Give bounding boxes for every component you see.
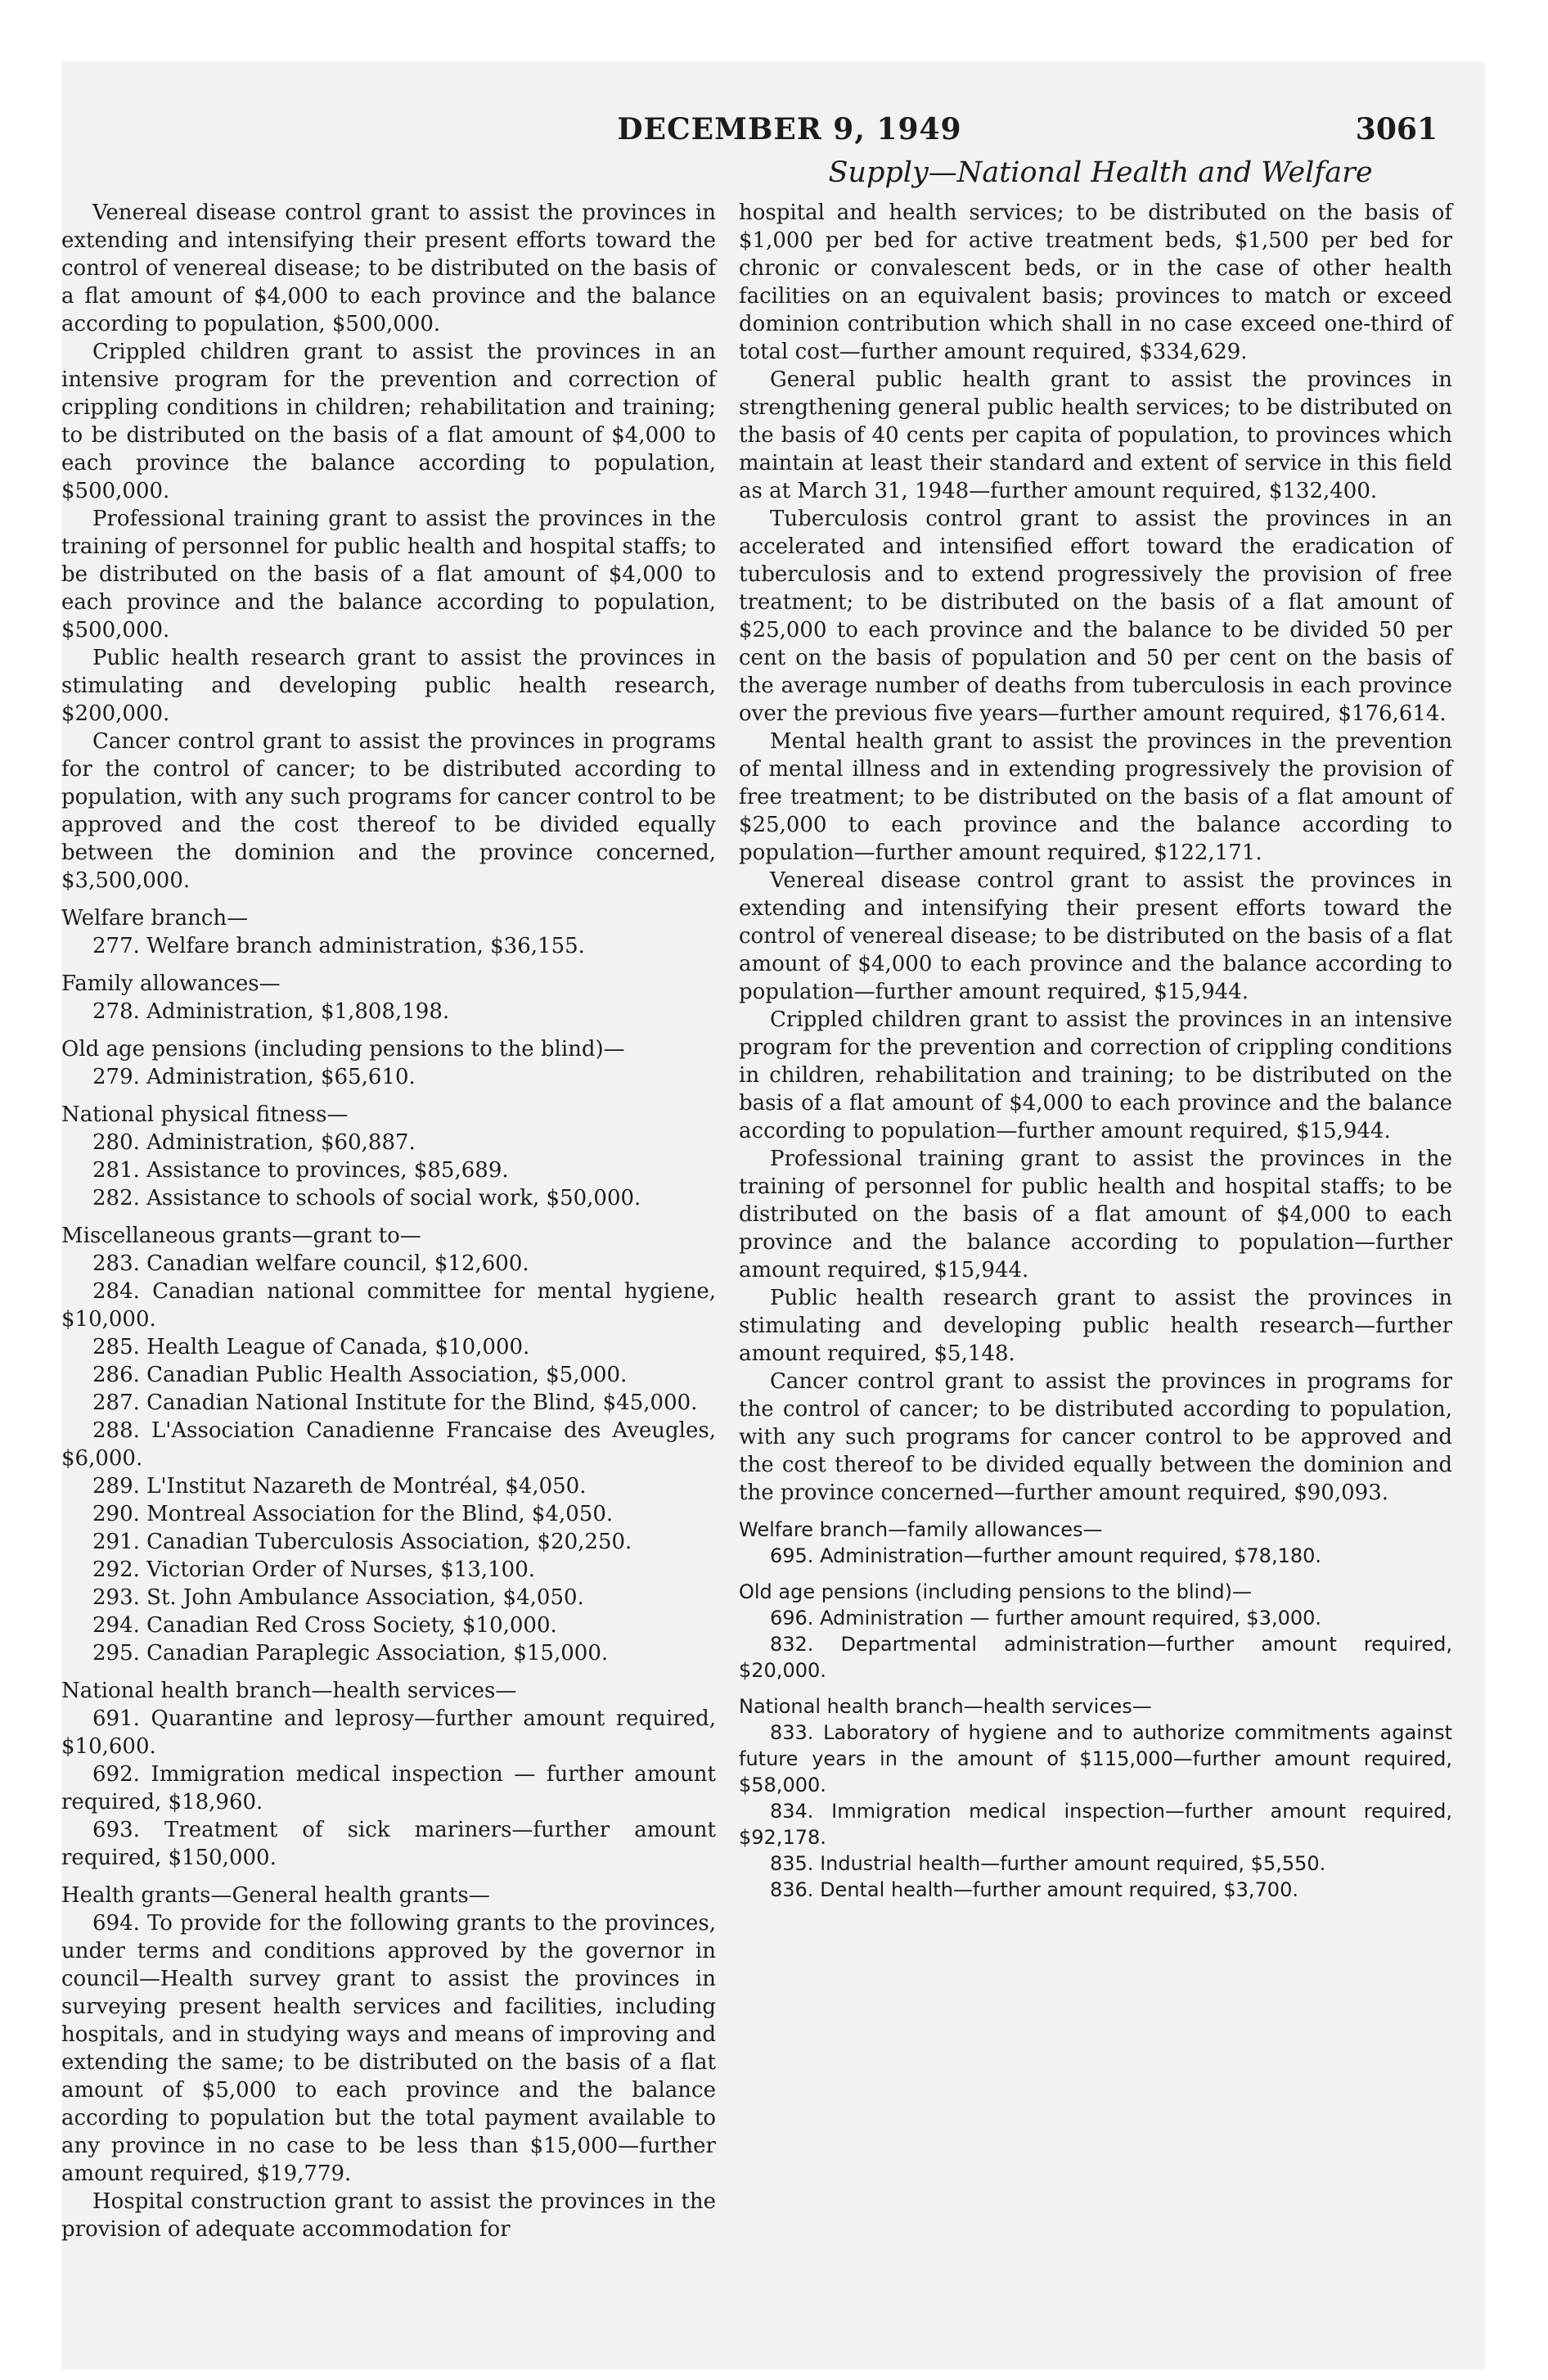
vote-item: 286. Canadian Public Health Association, $5,000. [92,1363,628,1387]
vote-item: 696. Administration — further amount required, $3,000. [770,1607,1322,1629]
vote-item: 277. Welfare branch administration, $36,155. [92,934,585,958]
page-number: 3061 [1355,112,1438,146]
vote-item: 695. Administration—further amount required, $78,180. [770,1544,1322,1567]
running-head: Supply—National Health and Welfare [828,156,1373,189]
section-heading: National physical fitness— [61,1102,349,1127]
vote-item: 694. To provide for the following grants to the provinces, under terms and conditions approved by the governor in council—Health survey grant to assist the provinces in surveying present health services and facilities, including hospitals, and in studying ways and means of improving and extending the same; to be distributed on the basis of a flat amount of $5,000 to each province and the balance according to population but the total payment available to any province in no case to be less than $15,000—further amount required, $19,779. [61,1911,716,2186]
vote-item: 281. Assistance to provinces, $85,689. [92,1158,509,1183]
vote-item: 832. Departmental administration—further amount required, $20,000. [739,1633,1452,1682]
vote-item: 279. Administration, $65,610. [92,1065,416,1089]
vote-item: 285. Health League of Canada, $10,000. [92,1335,530,1359]
left-column [61,199,716,2243]
vote-item: 836. Dental health—further amount required, $3,700. [770,1878,1298,1901]
vote-item: 290. Montreal Association for the Blind, $4,050. [92,1502,614,1526]
section-heading: Old age pensions (including pensions to the blind)— [739,1580,1252,1603]
section-heading: Family allowances— [61,971,281,996]
vote-item: 288. L'Association Canadienne Francaise des Aveugles, $6,000. [61,1418,716,1471]
section-heading: Old age pensions (including pensions to the blind)— [61,1037,625,1062]
vote-item: 292. Victorian Order of Nurses, $13,100. [92,1557,536,1582]
vote-item: 287. Canadian National Institute for the Blind, $45,000. [92,1391,698,1415]
section-heading: Welfare branch—family allowances— [739,1518,1103,1541]
vote-item: 283. Canadian welfare council, $12,600. [92,1251,529,1276]
paragraph: Cancer control grant to assist the provinces in programs for the control of cancer; to be distributed according to population, with any such programs for cancer control to be approved and the cost thereof to be divided equally between the dominion and the province concerned—further amount required, $90,093. [739,1369,1452,1505]
vote-item: 691. Quarantine and leprosy—further amount required, $10,600. [61,1706,716,1759]
paragraph: Professional training grant to assist the provinces in the training of personnel for public health and hospital staffs; to be distributed on the basis of a flat amount of $4,000 to each province and the balance according to population—further amount required, $15,944. [739,1147,1452,1282]
paragraph: Crippled children grant to assist the provinces in an intensive program for the prevention and correction of crippling conditions in children, rehabilitation and training; to be distributed on the basis of a flat amount of $4,000 to each province and the balance according to population—further amount required, $15,944. [739,1007,1452,1143]
section-heading: Welfare branch— [61,906,249,931]
vote-item: 835. Industrial health—further amount required, $5,550. [770,1852,1326,1875]
vote-item: 692. Immigration medical inspection — further amount required, $18,960. [61,1762,716,1814]
paragraph: hospital and health services; to be distributed on the basis of $1,000 per bed for active treatment beds, $1,500 per bed for chronic or convalescent beds, or in the case of other health facilities on an equivalent basis; provinces to match or exceed dominion contribution which shall in no case exceed one-third of total cost—further amount required, $334,629. [739,201,1452,364]
document-page [61,61,1485,2369]
vote-item: 291. Canadian Tuberculosis Association, $20,250. [92,1530,632,1554]
header-date: DECEMBER 9, 1949 [617,112,962,146]
paragraph: Tuberculosis control grant to assist the provinces in an accelerated and intensified effort toward the eradication of tuberculosis and to extend progressively the provision of free treatment; to be distributed on the basis of a flat amount of $25,000 to each province and the balance to be divided 50 per cent on the basis of population and 50 per cent on the basis of the average number of deaths from tuberculosis in each province over the previous five years—further amount required, $176,614. [739,507,1452,726]
section-heading: Health grants—General health grants— [61,1883,490,1908]
vote-item: 294. Canadian Red Cross Society, $10,000. [92,1613,557,1638]
paragraph: Professional training grant to assist the provinces in the training of personnel for public health and hospital staffs; to be distributed on the basis of a flat amount of $4,000 to each province and the balance according to population, $500,000. [61,507,716,642]
vote-item: 293. St. John Ambulance Association, $4,050. [92,1585,584,1610]
vote-item: 280. Administration, $60,887. [92,1130,416,1155]
section-heading: National health branch—health services— [739,1695,1152,1718]
paragraph: Crippled children grant to assist the provinces in an intensive program for the prevention and correction of crippling conditions in children; rehabilitation and training; to be distributed on the basis of a flat amount of $4,000 to each province the balance according to population, $500,000. [61,340,716,503]
paragraph: Public health research grant to assist the provinces in stimulating and developing public health research, $200,000. [61,646,716,726]
vote-item: 289. L'Institut Nazareth de Montréal, $4,050. [92,1474,587,1499]
section-heading: National health branch—health services— [61,1679,517,1703]
paragraph: Mental health grant to assist the provinces in the prevention of mental illness and in extending progressively the provision of free treatment; to be distributed on the basis of a flat amount of $25,000 to each province and the balance according to population—further amount required, $122,171. [739,729,1452,865]
vote-item: 693. Treatment of sick mariners—further amount required, $150,000. [61,1818,716,1870]
vote-item: 282. Assistance to schools of social work, $50,000. [92,1186,641,1210]
paragraph: Venereal disease control grant to assist the provinces in extending and intensifying their present efforts toward the control of venereal disease; to be distributed on the basis of a flat amount of $4,000 to each province and the balance according to population—further amount required, $15,944. [739,868,1452,1004]
vote-item: 284. Canadian national committee for mental hygiene, $10,000. [61,1279,716,1332]
vote-item: 833. Laboratory of hygiene and to authorize commitments against future years in the amount of $115,000—further amount required, $58,000. [739,1721,1452,1796]
paragraph: Hospital construction grant to assist the provinces in the provision of adequate accommodation for [61,2189,716,2242]
paragraph: Public health research grant to assist the provinces in stimulating and developing public health research—further amount required, $5,148. [739,1286,1452,1366]
paragraph: General public health grant to assist the provinces in strengthening general public health services; to be distributed on the basis of 40 cents per capita of population, to provinces which maintain at least their standard and extent of service in this field as at March 31, 1948—further amount required, $132,400. [739,367,1452,503]
paragraph: Cancer control grant to assist the provinces in programs for the control of cancer; to be distributed according to population, with any such programs for cancer control to be approved and the cost thereof to be divided equally between the dominion and the province concerned, $3,500,000. [61,729,716,893]
vote-item: 295. Canadian Paraplegic Association, $15,000. [92,1641,609,1666]
right-column [739,199,1452,1903]
section-heading: Miscellaneous grants—grant to— [61,1224,421,1248]
vote-item: 834. Immigration medical inspection—further amount required, $92,178. [739,1800,1452,1849]
vote-item: 278. Administration, $1,808,198. [92,999,450,1024]
paragraph: Venereal disease control grant to assist the provinces in extending and intensifying their present efforts toward the control of venereal disease; to be distributed on the basis of a flat amount of $4,000 to each province and the balance according to population, $500,000. [61,201,716,336]
